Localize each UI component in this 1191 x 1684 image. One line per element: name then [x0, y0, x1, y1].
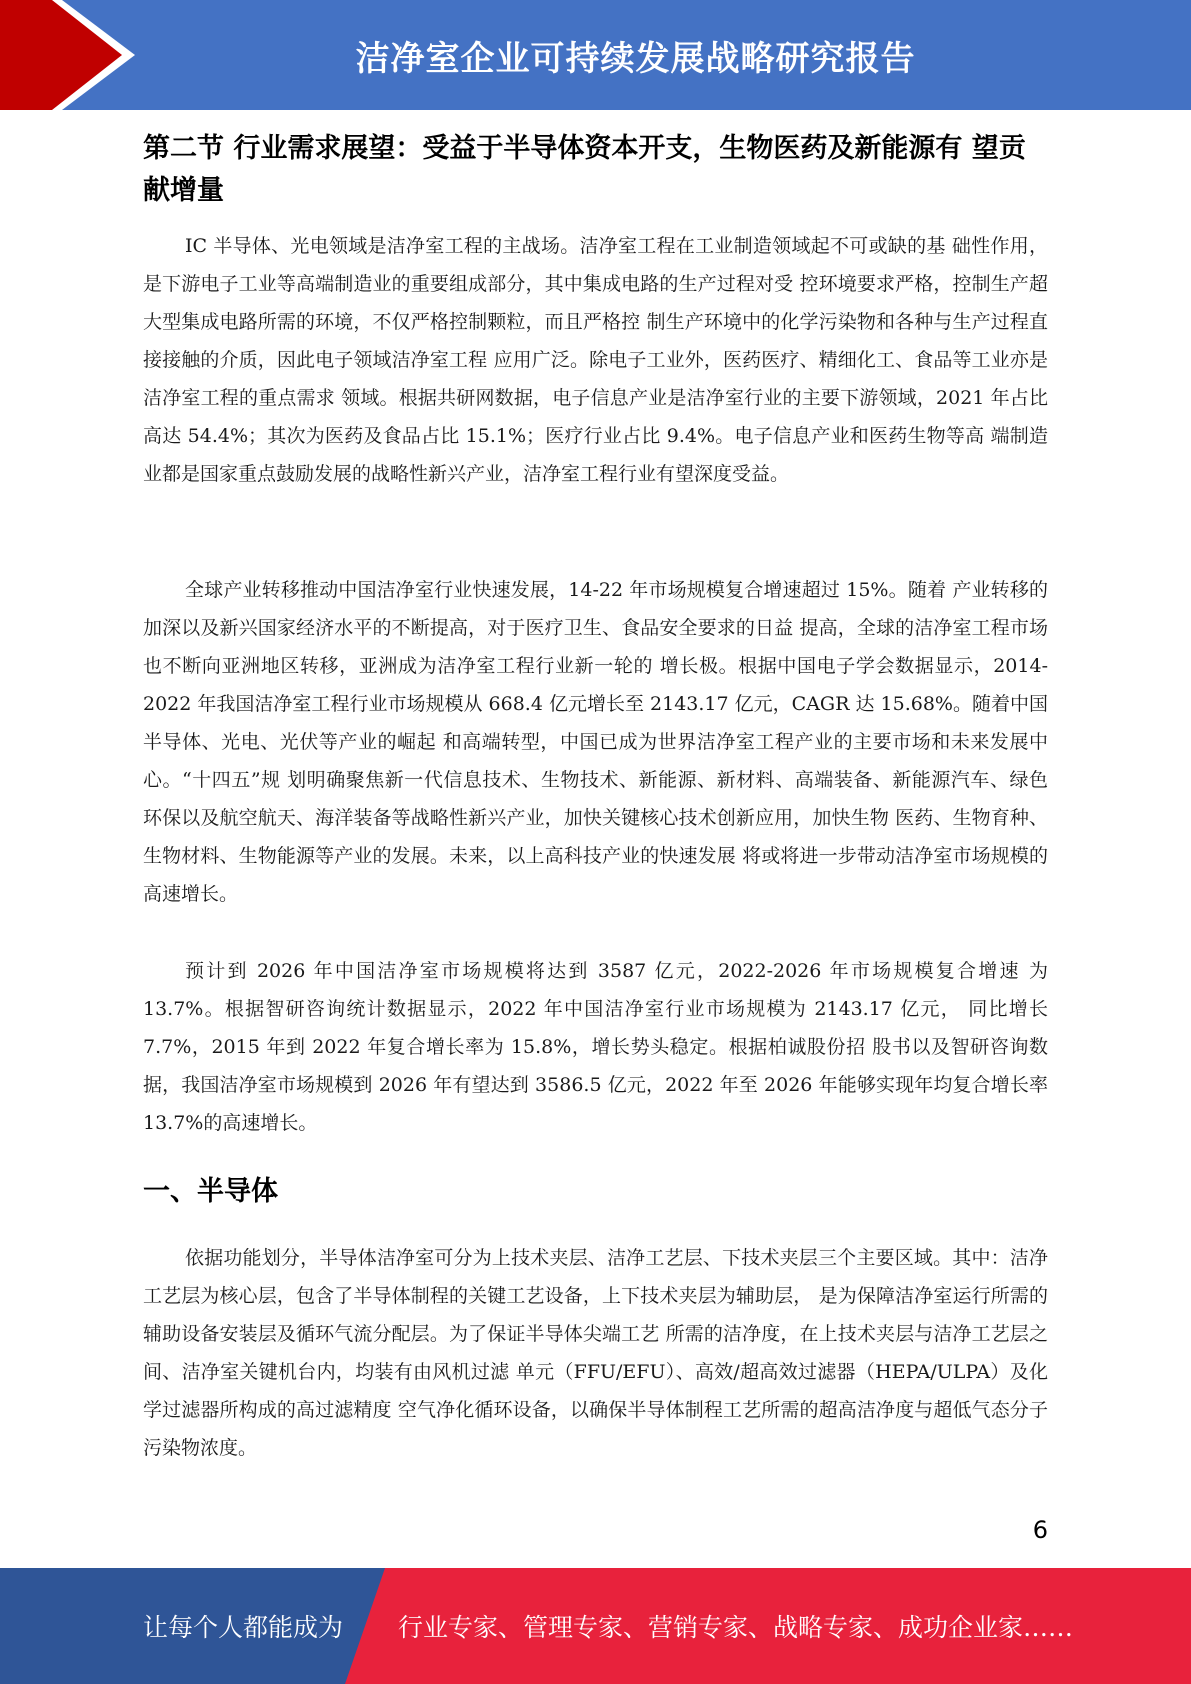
- page-header: [0, 0, 1191, 110]
- paragraph-2: 全球产业转移推动中国洁净室行业快速发展，14-22 年市场规模复合增速超过 15%。随着 产业转移的加深以及新兴国家经济水平的不断提高，对于医疗卫生、食品安全要求的日益 提高，全球的洁净室工程市场也不断向亚洲地区转移，亚洲成为洁净室工程行业新一轮的 增长极。根据中国电子学会数据显示，2014-2022 年我国洁净室工程行业市场规模从 668.4 亿元增长至 2143.17 亿元，CAGR 达 15.68%。随着中国半导体、光电、光伏等产业的崛起 和高端转型，中国已成为世界洁净室工程产业的主要市场和未来发展中心。“十四五”规 划明确聚焦新一代信息技术、生物技术、新能源、新材料、高端装备、新能源汽车、绿色 环保以及航空航天、海洋装备等战略性新兴产业，加快关键核心技术创新应用，加快生物 医药、生物育种、生物材料、生物能源等产业的发展。未来，以上高科技产业的快速发展 将或将进一步带动洁净室市场规模的高速增长。: [143, 579, 1048, 905]
- subsection-heading: 一、半导体: [143, 1176, 278, 1207]
- page-footer: [0, 1568, 1191, 1684]
- header-chevron-icon: [0, 0, 160, 110]
- footer-slogan-right: 行业专家、管理专家、营销专家、战略专家、成功企业家……: [398, 1613, 1074, 1642]
- paragraph-3: 预计到 2026 年中国洁净室市场规模将达到 3587 亿元，2022-2026 年市场规模复合增速 为 13.7%。根据智研咨询统计数据显示，2022 年中国洁净室行业市场规模为 2143.17 亿元， 同比增长 7.7%，2015 年到 2022 年复合增长率为 15.8%，增长势头稳定。根据柏诚股份招 股书以及智研咨询数据，我国洁净室市场规模到 2026 年有望达到 3586.5 亿元，2022 年至 2026 年能够实现年均复合增长率 13.7%的高速增长。: [143, 960, 1048, 1134]
- paragraph-4: 依据功能划分，半导体洁净室可分为上技术夹层、洁净工艺层、下技术夹层三个主要区域。其中：洁净工艺层为核心层，包含了半导体制程的关键工艺设备，上下技术夹层为辅助层， 是为保障洁净室运行所需的辅助设备安装层及循环气流分配层。为了保证半导体尖端工艺 所需的洁净度，在上技术夹层与洁净工艺层之间、洁净室关键机台内，均装有由风机过滤 单元（FFU/EFU）、高效/超高效过滤器（HEPA/ULPA）及化学过滤器所构成的高过滤精度 空气净化循环设备，以确保半导体制程工艺所需的超高洁净度与超低气态分子污染物浓度。: [143, 1247, 1048, 1459]
- section-heading: 第二节 行业需求展望：受益于半导体资本开支，生物医药及新能源有 望贡献增量: [143, 133, 1026, 206]
- paragraph-1: IC 半导体、光电领域是洁净室工程的主战场。洁净室工程在工业制造领域起不可或缺的基 础性作用，是下游电子工业等高端制造业的重要组成部分，其中集成电路的生产过程对受 控环境要求严格，控制生产超大型集成电路所需的环境，不仅严格控制颗粒，而且严格控 制生产环境中的化学污染物和各种与生产过程直接接触的介质，因此电子领域洁净室工程 应用广泛。除电子工业外，医药医疗、精细化工、食品等工业亦是洁净室工程的重点需求 领域。根据共研网数据，电子信息产业是洁净室行业的主要下游领域，2021 年占比高达 54.4%；其次为医药及食品占比 15.1%；医疗行业占比 9.4%。电子信息产业和医药生物等高 端制造业都是国家重点鼓励发展的战略性新兴产业，洁净室工程行业有望深度受益。: [143, 235, 1048, 485]
- footer-slogan-left: 让每个人都能成为: [143, 1613, 344, 1642]
- report-title: 洁净室企业可持续发展战略研究报告: [355, 38, 916, 79]
- page-number: 6: [1032, 1516, 1048, 1544]
